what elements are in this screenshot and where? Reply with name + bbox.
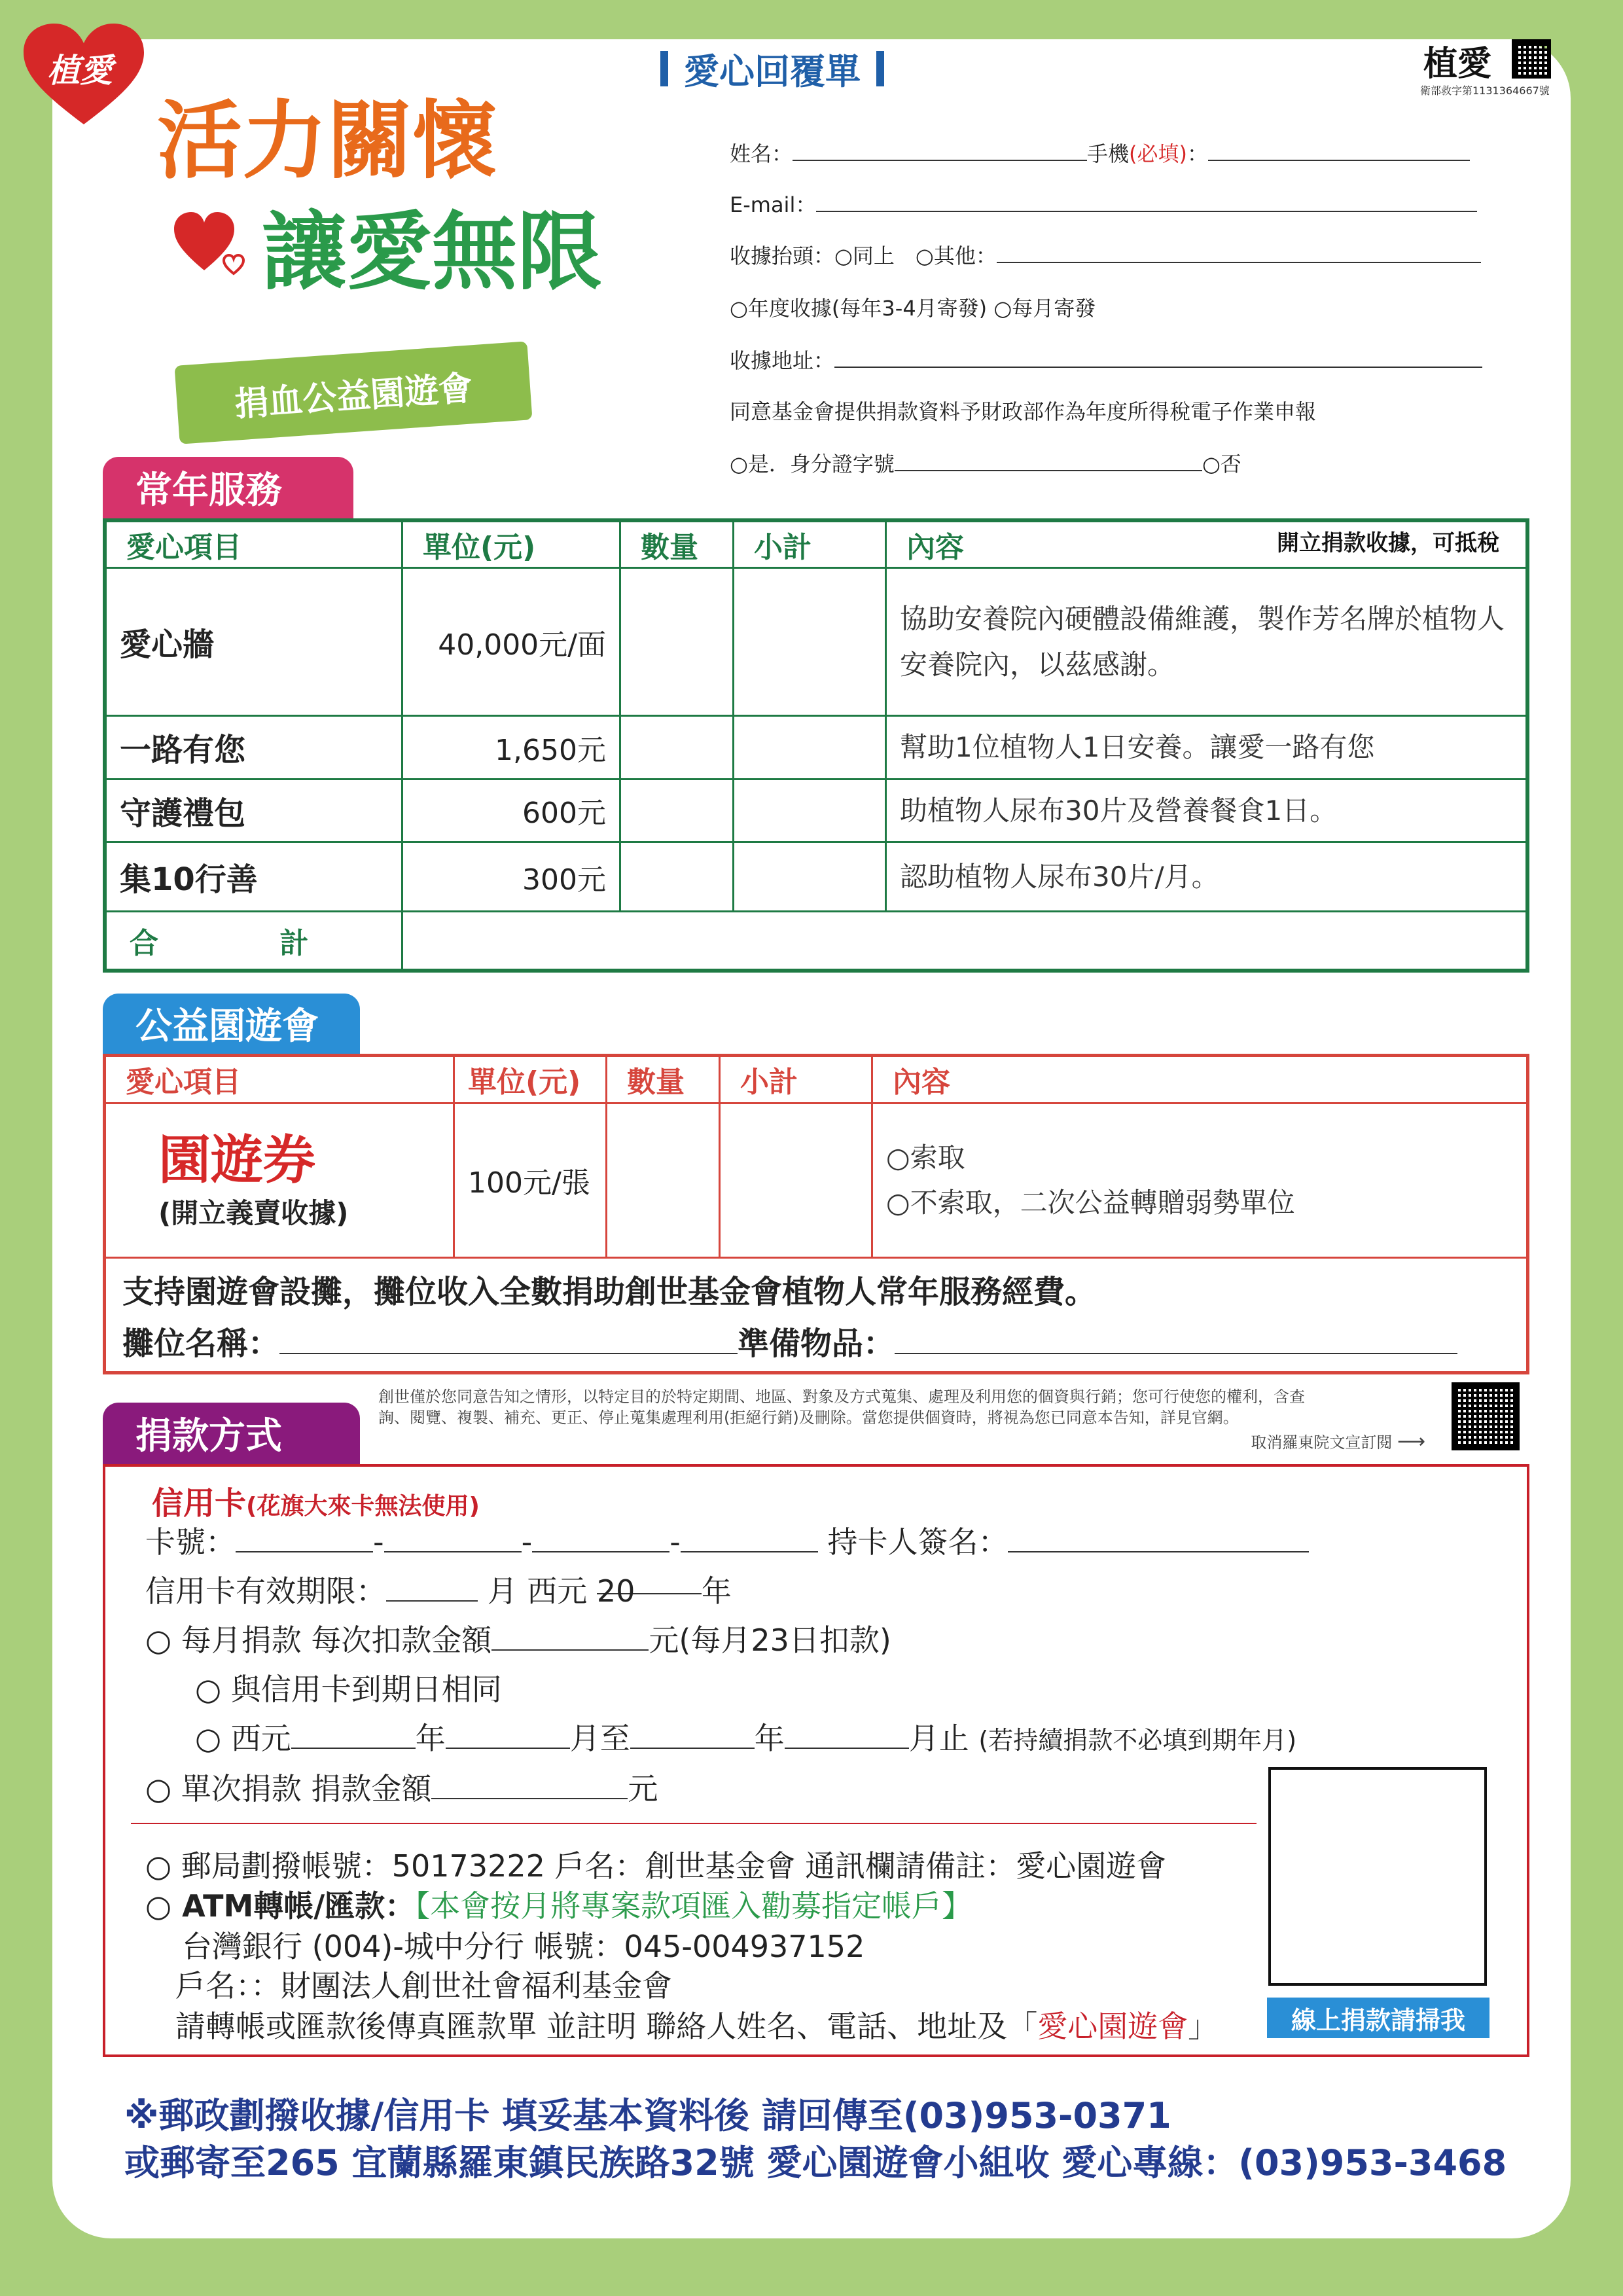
payment-tab: 捐款方式	[103, 1403, 360, 1464]
table-row	[105, 567, 1527, 716]
ticket-title: 園遊券	[158, 1130, 315, 1191]
card-holder-field[interactable]	[1008, 1532, 1309, 1552]
email-label: E-mail：	[730, 192, 817, 217]
monthly-line	[145, 1617, 891, 1660]
heading-bar-left	[660, 51, 668, 86]
receipt-address-line	[730, 344, 1482, 374]
fax-note-event: 愛心園遊會	[1037, 2009, 1188, 2044]
mobile-field[interactable]	[1208, 140, 1470, 161]
footer-line2: 或郵寄至265 宜蘭縣羅東鎮民族路32號 愛心園遊會小組收 愛心專線：(03)953-3468	[124, 2142, 1507, 2183]
ticket-note: (開立義賣收據)	[158, 1197, 349, 1230]
name-mobile-line	[730, 137, 1470, 168]
card-number-line: 卡號： - - - 持卡人簽名：	[145, 1518, 1309, 1562]
mobile-colon: ：	[1187, 141, 1209, 166]
ticket-cell	[106, 1103, 454, 1257]
item-price: 600元	[402, 779, 620, 842]
title-ribbon: 捐血公益園遊會	[174, 341, 532, 444]
fair-header-subtotal: 小計	[720, 1057, 872, 1103]
name-label: 姓名：	[730, 141, 793, 166]
qty-cell[interactable]	[607, 1103, 720, 1257]
small-heart-icon	[171, 208, 250, 283]
monthly-option[interactable]: ○ 每月捐款 每次扣款金額	[145, 1623, 492, 1658]
receipt-title-label[interactable]: 收據抬頭：○同上 ○其他：	[730, 243, 997, 268]
qty-cell[interactable]	[620, 842, 734, 911]
brand-badge-text: 植愛	[47, 52, 113, 90]
card-number-field-3[interactable]	[532, 1532, 669, 1552]
fair-table	[106, 1057, 1526, 1257]
fair-support-block	[106, 1257, 1526, 1363]
single-option[interactable]: ○ 單次捐款 捐款金額	[145, 1771, 432, 1806]
col-header-content-text: 內容	[906, 530, 964, 564]
bank-account: 台灣銀行 (004)-城中分行 帳號：045-004937152	[182, 1929, 865, 1964]
ticket-option-donate[interactable]: ○不索取，二次公益轉贈弱勢單位	[886, 1187, 1295, 1219]
fair-header-content: 內容	[872, 1057, 1527, 1103]
account-name: 戶名：：財團法人創世社會福利基金會	[175, 1968, 672, 2003]
fair-header-item: 愛心項目	[106, 1057, 454, 1103]
receipt-frequency[interactable]: ○年度收據(每年3-4月寄發) ○每月寄發	[730, 296, 1096, 321]
brand-heart-badge	[18, 20, 149, 131]
receipt-title-field[interactable]	[997, 242, 1481, 263]
total-label-a: 合	[130, 927, 158, 961]
ticket-price: 100元/張	[454, 1103, 607, 1257]
title-line2: 讓愛無限	[262, 202, 603, 302]
item-desc: 認助植物人尿布30片/月。	[886, 842, 1528, 911]
credit-card-label: 信用卡	[152, 1485, 247, 1522]
heading-bar-right	[876, 51, 884, 86]
stall-field[interactable]	[279, 1324, 738, 1354]
receipt-note: 開立捐款收據，可抵稅	[1277, 529, 1499, 556]
card-number-field-1[interactable]	[236, 1532, 373, 1552]
consent-text: 同意基金會提供捐款資料予財政部作為年度所得稅電子作業申報	[730, 399, 1317, 424]
credit-card-title	[152, 1478, 480, 1523]
total-field[interactable]	[402, 912, 1528, 971]
single-line	[145, 1765, 658, 1808]
subtotal-cell[interactable]	[720, 1103, 872, 1257]
item-name: 一路有您	[105, 716, 402, 779]
card-number-label: 卡號：	[145, 1524, 236, 1560]
arrow-right-icon: ⟶	[1397, 1429, 1425, 1453]
table-row	[105, 842, 1527, 911]
monthly-amount-field[interactable]	[491, 1630, 649, 1651]
qty-cell[interactable]	[620, 779, 734, 842]
expiry-month-field[interactable]	[386, 1581, 478, 1602]
fax-note	[175, 2003, 1218, 2046]
reply-heading-text: 愛心回覆單	[684, 50, 861, 92]
expiry-month-label: 月 西元	[487, 1573, 588, 1609]
item-desc: 助植物人尿布30片及營養餐食1日。	[886, 779, 1528, 842]
col-header-item: 愛心項目	[105, 520, 402, 567]
ticket-option-claim[interactable]: ○索取	[886, 1141, 965, 1174]
prep-label: 準備物品：	[738, 1325, 895, 1362]
fair-section	[103, 1054, 1529, 1374]
item-desc: 協助安養院內硬體設備維護，製作芳名牌於植物人安養院內，以茲感謝。	[886, 567, 1528, 716]
payment-divider	[131, 1823, 1257, 1824]
period-year-label: 年	[415, 1721, 446, 1756]
monthly-tail: 元(每月23日扣款)	[649, 1623, 891, 1658]
total-label-b: 計	[279, 927, 309, 961]
fax-note-end: 」	[1188, 2009, 1219, 2044]
consent-options	[730, 448, 1241, 478]
period-to-label: 月至	[569, 1721, 630, 1756]
stall-line	[122, 1318, 1526, 1363]
table-row	[106, 1103, 1526, 1257]
card-number-field-4[interactable]	[681, 1532, 818, 1552]
unsubscribe-line	[378, 1429, 1425, 1456]
total-row	[105, 912, 1527, 971]
period-start-month[interactable]	[446, 1728, 570, 1749]
period-line	[195, 1715, 1296, 1758]
period-end-year[interactable]	[630, 1728, 755, 1749]
consent-yes-option[interactable]: ○是．身分證字號	[730, 452, 895, 476]
fair-tab: 公益園遊會	[103, 994, 360, 1054]
col-header-unit: 單位(元)	[402, 520, 620, 567]
title-line1	[157, 91, 498, 190]
reply-heading	[641, 46, 903, 92]
registration-number: 衛部救字第1131364667號	[1420, 84, 1550, 97]
expiry-label: 信用卡有效期限：	[145, 1573, 386, 1609]
subtotal-cell[interactable]	[734, 716, 886, 779]
prep-field[interactable]	[895, 1324, 1457, 1354]
col-header-subtotal: 小計	[734, 520, 886, 567]
period-end-label: 月止	[908, 1721, 969, 1756]
atm-note: 【本會按月將專案款項匯入勸募指定帳戶】	[415, 1888, 972, 1924]
total-label	[105, 912, 402, 971]
post-transfer-option[interactable]: ○ 郵局劃撥帳號：50173222 戶名：創世基金會 通訊欄請備註：愛心園遊會	[145, 1848, 1167, 1884]
stall-label: 攤位名稱：	[122, 1325, 280, 1362]
mobile-label: 手機	[1087, 141, 1130, 166]
unsubscribe-qr-icon[interactable]	[1452, 1382, 1520, 1450]
period-end-month[interactable]	[785, 1728, 909, 1749]
col-header-qty: 數量	[620, 520, 734, 567]
id-number-field[interactable]	[895, 450, 1202, 471]
table-row	[105, 779, 1527, 842]
email-field[interactable]	[816, 191, 1477, 212]
expiry-line	[145, 1568, 732, 1611]
fair-header-qty: 數量	[607, 1057, 720, 1103]
item-price: 40,000元/面	[402, 567, 620, 716]
email-line	[730, 188, 1477, 219]
atm-option[interactable]: ○ ATM轉帳/匯款：	[145, 1888, 416, 1924]
subtotal-cell[interactable]	[734, 567, 886, 716]
same-expiry-option[interactable]: ○ 與信用卡到期日相同	[195, 1672, 502, 1707]
annual-table	[103, 518, 1529, 973]
item-price: 1,650元	[402, 716, 620, 779]
privacy-line1: 創世僅於您同意告知之情形，以特定目的於特定期間、地區、對象及方式蒐集、處理及利用您的個資與行銷；您可行使您的權利，含查	[378, 1388, 1305, 1406]
item-desc: 幫助1位植物人1日安養。讓愛一路有您	[886, 716, 1528, 779]
col-header-content	[886, 520, 1528, 567]
receipt-address-field[interactable]	[834, 347, 1482, 368]
name-field[interactable]	[793, 140, 1087, 161]
subtotal-cell[interactable]	[734, 779, 886, 842]
qty-cell[interactable]	[620, 716, 734, 779]
card-holder-label: 持卡人簽名：	[827, 1524, 1008, 1560]
single-tail: 元	[628, 1771, 658, 1806]
item-name: 愛心牆	[105, 567, 402, 716]
card-number-field-2[interactable]	[384, 1532, 522, 1552]
receipt-title-line	[730, 240, 1481, 270]
receipt-address-label: 收據地址：	[730, 348, 835, 373]
period-option[interactable]: ○ 西元	[195, 1721, 291, 1756]
scan-label: 線上捐款請掃我	[1267, 1998, 1489, 2038]
item-price: 300元	[402, 842, 620, 911]
consent-no-option[interactable]: ○否	[1202, 452, 1241, 476]
item-name: 守護禮包	[105, 779, 402, 842]
fax-note-text: 請轉帳或匯款後傳真匯款單 並註明 聯絡人姓名、電話、地址及「	[175, 2009, 1038, 2044]
credit-card-note: (花旗大來卡無法使用)	[246, 1493, 480, 1520]
annual-tab: 常年服務	[103, 457, 353, 518]
atm-line	[145, 1882, 972, 1926]
support-text: 支持園遊會設攤，攤位收入全數捐助創世基金會植物人常年服務經費。	[122, 1274, 1097, 1310]
privacy-notice	[378, 1386, 1452, 1455]
period-end-year-label: 年	[754, 1721, 785, 1756]
mobile-required: (必填)	[1129, 141, 1188, 166]
ticket-options	[872, 1103, 1527, 1257]
table-row	[105, 716, 1527, 779]
donation-qr-box[interactable]	[1268, 1767, 1487, 1986]
unsubscribe-link[interactable]: 取消羅東院文宣訂閱	[1251, 1433, 1393, 1452]
fair-header-unit: 單位(元)	[454, 1057, 607, 1103]
privacy-line2: 詢、閱覽、複製、補充、更正、停止蒐集處理利用(拒絕行銷)及刪除。當您提供個資時，將視為您已同意本告知，詳見官網。	[378, 1408, 1239, 1427]
title-line1-text: 活力關懷	[157, 91, 498, 190]
item-name: 集10行善	[105, 842, 402, 911]
expiry-year-prefix: 20	[596, 1573, 635, 1609]
period-note: (若持續捐款不必填到期年月)	[978, 1726, 1297, 1755]
qty-cell[interactable]	[620, 567, 734, 716]
expiry-year-label: 年	[701, 1573, 732, 1609]
period-start-year[interactable]	[291, 1728, 416, 1749]
footer-line1: ※郵政劃撥收據/信用卡 填妥基本資料後 請回傳至(03)953-0371	[124, 2095, 1171, 2136]
logo-qr-icon	[1512, 39, 1551, 79]
single-amount-field[interactable]	[431, 1778, 628, 1799]
subtotal-cell[interactable]	[734, 842, 886, 911]
logo-text: 植愛	[1423, 45, 1492, 84]
expiry-year-field[interactable]	[596, 1573, 702, 1609]
